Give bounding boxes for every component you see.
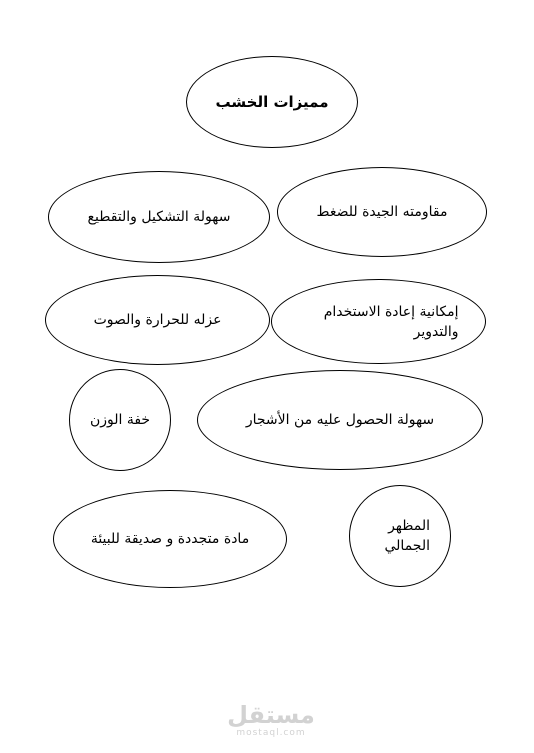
feature-label: سهولة التشكيل والتقطيع xyxy=(87,209,231,225)
feature-label: مقاومته الجيدة للضغط xyxy=(316,204,448,220)
watermark-logo xyxy=(216,702,326,738)
feature-label: خفة الوزن xyxy=(89,412,151,428)
watermark-brand: مستقل xyxy=(227,701,315,729)
feature-oval-renewable xyxy=(53,490,287,588)
diagram-title: مميزات الخشب xyxy=(215,93,329,111)
feature-oval-recycling xyxy=(271,279,486,364)
feature-label: عزله للحرارة والصوت xyxy=(93,312,222,328)
feature-oval-availability xyxy=(197,370,483,470)
watermark-site: mostaql.com xyxy=(236,728,306,738)
feature-oval-shaping xyxy=(48,171,270,263)
feature-oval-lightweight xyxy=(69,369,171,471)
title-oval xyxy=(186,56,358,148)
feature-label: إمكانية إعادة الاستخدام والتدوير xyxy=(323,303,459,340)
feature-label: المظهر الجمالي xyxy=(384,518,430,554)
feature-oval-aesthetic xyxy=(349,485,451,587)
feature-label: سهولة الحصول عليه من الأشجار xyxy=(245,412,435,428)
feature-oval-compression xyxy=(277,167,487,257)
feature-oval-insulation xyxy=(45,275,270,365)
feature-label: مادة متجددة و صديقة للبيئة xyxy=(90,531,250,547)
